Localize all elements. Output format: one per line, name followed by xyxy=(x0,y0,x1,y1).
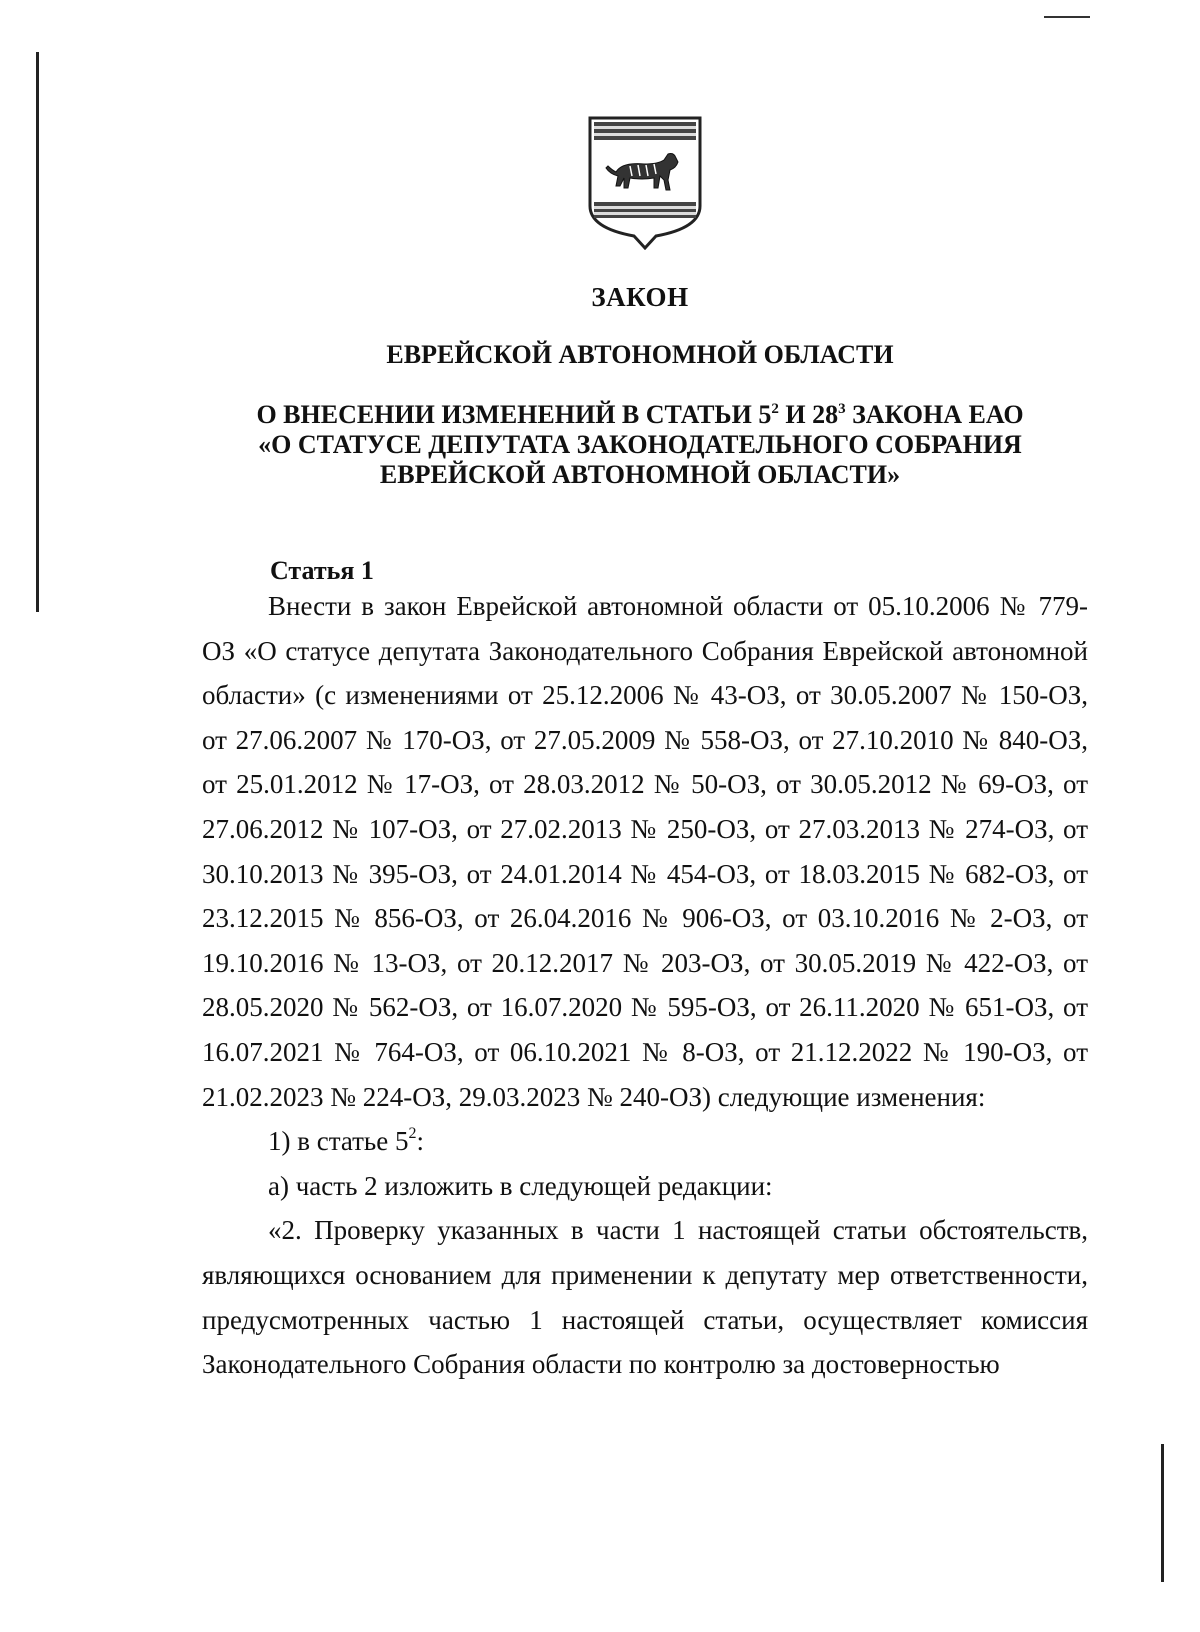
document-title-line-2: «О СТАТУСЕ ДЕПУТАТА ЗАКОНОДАТЕЛЬНОГО СОБРАНИЯ xyxy=(258,430,1022,459)
document-title-line-3: ЕВРЕЙСКОЙ АВТОНОМНОЙ ОБЛАСТИ» xyxy=(379,460,901,489)
scan-artifact-right-line xyxy=(1161,1444,1164,1582)
article-heading: Статья 1 xyxy=(270,556,374,585)
quote-paragraph: «2. Проверку указанных в части 1 настоящей статьи обстоятельств, являющихся основанием для применении к депутату мер ответственности, предусмотренных частью 1 настоящей статьи, осуществляет комиссия Законодательного Собрания области по контролю за достоверностью xyxy=(202,1215,1088,1380)
coat-of-arms-tiger-icon xyxy=(586,114,704,250)
region-title: ЕВРЕЙСКОЙ АВТОНОМНОЙ ОБЛАСТИ xyxy=(386,340,894,369)
law-title: ЗАКОН xyxy=(591,282,689,312)
document-title-line-1: О ВНЕСЕНИИ ИЗМЕНЕНИЙ В СТАТЬИ $5^2$ И $28^3$ ЗАКОНА ЕАО xyxy=(256,400,1024,429)
scan-artifact-top-line xyxy=(1044,16,1090,18)
item-a-paragraph: а) часть 2 изложить в следующей редакции: xyxy=(268,1170,773,1201)
item-1-paragraph: 1) в статье $5^2$: xyxy=(268,1125,424,1157)
article-body xyxy=(202,584,1088,1387)
article-intro-paragraph: Внести в закон Еврейской автономной области от 05.10.2006 № 779-ОЗ «О статусе депутата Законодательного Собрания Еврейской автономной области» (с изменениями от 25.12.2006 № 43-ОЗ, от 30.05.2007 № 150-ОЗ, от 27.06.2007 № 170-ОЗ, от 27.05.2009 № 558-ОЗ, от 27.10.2010 № 840-ОЗ, от 25.01.2012 № 17-ОЗ, от 28.03.2012 № 50-ОЗ, от 30.05.2012 № 69-ОЗ, от 27.06.2012 № 107-ОЗ, от 27.02.2013 № 250-ОЗ, от 27.03.2013 № 274-ОЗ, от 30.10.2013 № 395-ОЗ, от 24.01.2014 № 454-ОЗ, от 18.03.2015 № 682-ОЗ, от 23.12.2015 № 856-ОЗ, от 26.04.2016 № 906-ОЗ, от 03.10.2016 № 2-ОЗ, от 19.10.2016 № 13-ОЗ, от 20.12.2017 № 203-ОЗ, от 30.05.2019 № 422-ОЗ, от 28.05.2020 № 562-ОЗ, от 16.07.2020 № 595-ОЗ, от 26.11.2020 № 651-ОЗ, от 16.07.2021 № 764-ОЗ, от 06.10.2021 № 8-ОЗ, от 21.12.2022 № 190-ОЗ, от 21.02.2023 № 224-ОЗ, 29.03.2023 № 240-ОЗ) следующие изменения: xyxy=(202,591,1088,1112)
scan-artifact-left-line xyxy=(36,52,39,612)
document-title xyxy=(140,400,1140,490)
